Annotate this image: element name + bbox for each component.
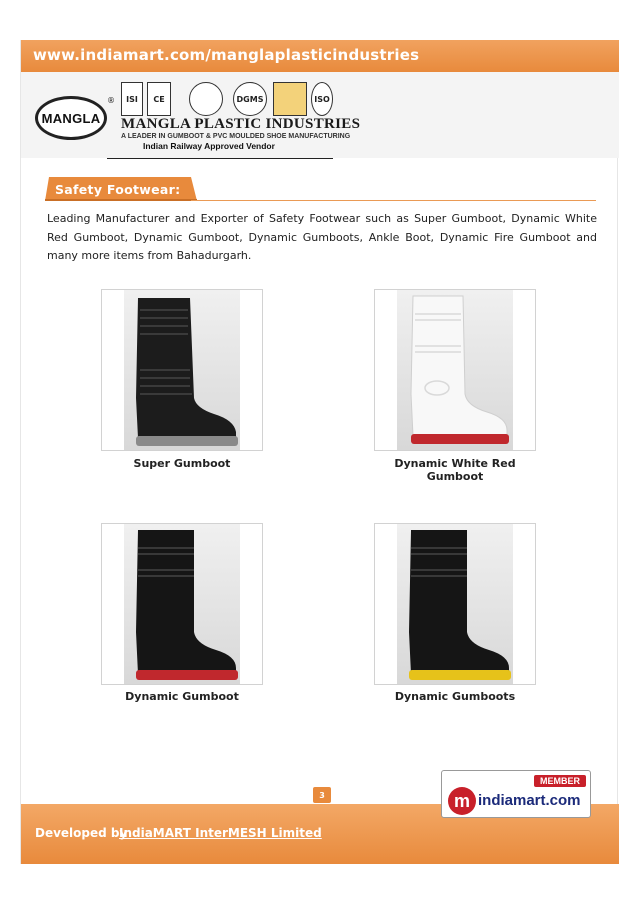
- section-title: Safety Footwear:: [55, 182, 181, 197]
- company-logo: [35, 96, 107, 140]
- brand-name: indiamart.com: [478, 792, 581, 809]
- top-banner: [21, 40, 619, 72]
- indiamart-member-badge[interactable]: [441, 770, 591, 818]
- isi-cert-icon: ISI: [121, 82, 143, 116]
- site-url[interactable]: www.indiamart.com/manglaplasticindustries: [33, 46, 420, 64]
- iso-cert-icon: ISO: [311, 82, 333, 116]
- company-name: MANGLA PLASTIC INDUSTRIES: [121, 116, 361, 132]
- emblem-icon: [273, 82, 307, 116]
- product-photo: [124, 290, 240, 450]
- boot-icon: [124, 524, 240, 684]
- registered-mark: ®: [107, 96, 115, 105]
- section-divider: [191, 200, 596, 201]
- product-image-frame[interactable]: [101, 523, 263, 685]
- dgms-cert-icon: DGMS: [233, 82, 267, 116]
- product-photo: [397, 524, 513, 684]
- product-image-frame[interactable]: [101, 289, 263, 451]
- boot-icon: [397, 290, 513, 450]
- product-image-frame[interactable]: [374, 289, 536, 451]
- ce-cert-icon: CE: [147, 82, 171, 116]
- member-label: MEMBER: [534, 775, 586, 787]
- developer-link[interactable]: IndiaMART InterMESH Limited: [119, 826, 322, 840]
- product-name[interactable]: Dynamic Gumboot: [125, 690, 239, 703]
- page: [20, 40, 618, 864]
- developed-by-label: Developed by: [35, 826, 128, 840]
- intro-paragraph: Leading Manufacturer and Exporter of Safety Footwear such as Super Gumboot, Dynamic White Red Gumboot, Dynamic Gumboot, Dynamic Gumboots, Ankle Boot, Dynamic Fire Gumboot and many more items from Bahadurgarh.: [47, 212, 597, 262]
- product-image-frame[interactable]: [374, 523, 536, 685]
- product-name[interactable]: Dynamic Gumboots: [394, 690, 516, 703]
- product-name[interactable]: Dynamic White Red Gumboot: [394, 457, 516, 483]
- boot-icon: [124, 290, 240, 450]
- company-tagline: A LEADER IN GUMBOOT & PVC MOULDED SHOE MANUFACTURING: [121, 133, 351, 140]
- product-photo: [124, 524, 240, 684]
- header-divider: [107, 158, 333, 159]
- product-photo: [397, 290, 513, 450]
- page-number: 3: [313, 787, 331, 803]
- boot-icon: [397, 524, 513, 684]
- indiamart-logo-icon: m: [448, 787, 476, 815]
- product-name[interactable]: Super Gumboot: [133, 457, 231, 470]
- vendor-line: Indian Railway Approved Vendor: [143, 141, 275, 151]
- seal-icon: [189, 82, 223, 116]
- logo-text: MANGLA: [41, 110, 101, 126]
